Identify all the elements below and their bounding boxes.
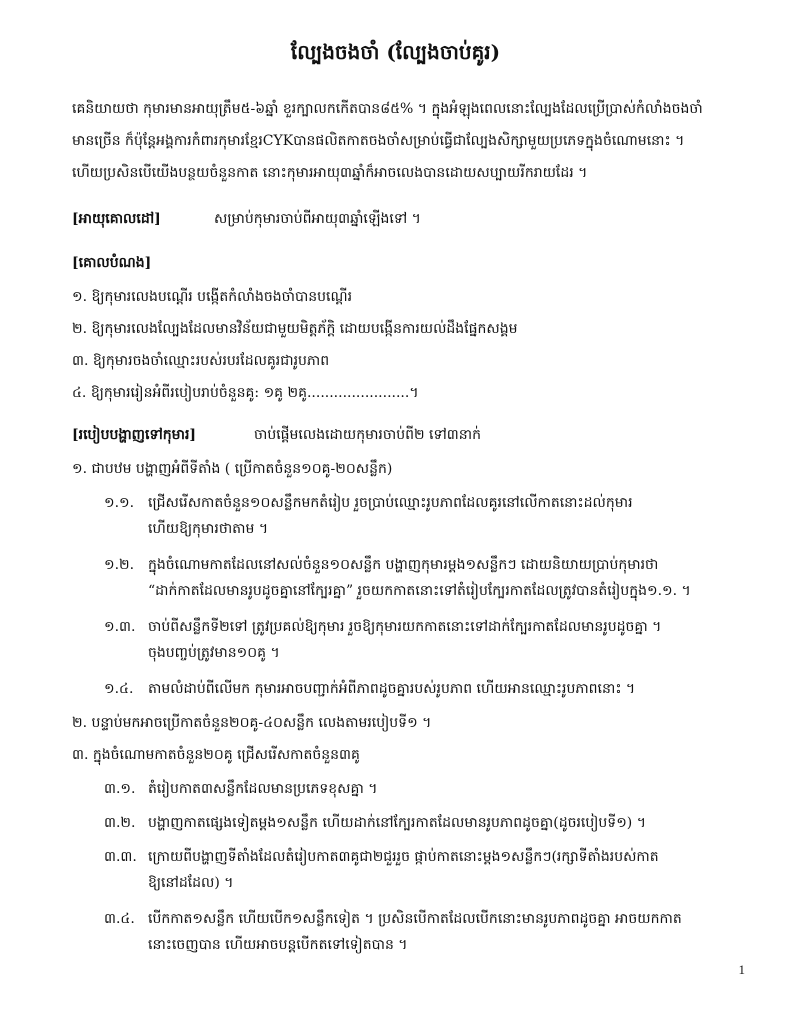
target-age-label: [អាយុគោលដៅ]: [72, 211, 161, 227]
objective-item: ៤. ឱ្យកុមាររៀនអំពីរបៀបរាប់ចំនួនគូ: ១គូ ២គូ.......................។: [72, 385, 419, 401]
method-text: ចាប់ផ្តើមលេងដោយកុមារចាប់ពី២ ទៅ៣នាក់: [254, 427, 481, 443]
substep-number: ១.២.: [104, 557, 135, 573]
intro-line-2: មានច្រើន ក៏ប៉ុន្តែអង្គការកំពារកុមារខ្មែរCYKបានផលិតកាតចងចាំសម្រាប់ធ្វើជាល្បែងសិក្សាមួយប្រភេទក្នុងចំណោមនោះ ។: [72, 133, 685, 149]
substep-number: ៣.១.: [104, 781, 136, 797]
substep-line: ហើយឱ្យកុមារថាតាម ។: [148, 521, 269, 537]
substep-number: ១.១.: [104, 495, 135, 511]
substep-number: ៣.២.: [104, 815, 136, 831]
substep-line: បង្ហាញកាតផ្សេងទៀតម្តង១សន្លឹក ហើយដាក់នៅក្បែរកាតដែលមានរូបភាពដូចគ្នា(ដូចរបៀបទី១) ។: [148, 815, 646, 831]
substep-line: ចាប់ពីសន្លឹកទី២ទៅ ត្រូវប្រគល់ឱ្យកុមារ រួចឱ្យកុមារយកកាតនោះទៅដាក់ក្បែរកាតដែលមានរូបដូចគ្នា ។: [148, 619, 662, 635]
intro-line-1: គេនិយាយថា កុមារមានអាយុត្រឹម៥-៦ឆ្នាំ ខួរក្បាលកកើតបាន៨៥% ។ ក្នុងអំឡុងពេលនោះល្បែងដែលប្រើប្រាស់កំលាំងចងចាំ: [72, 101, 703, 117]
objective-item: ៣. ឱ្យកុមារចងចាំឈ្មោះរបស់របរដែលគូរជារូបភាព: [72, 353, 330, 369]
intro-line-3: ហើយប្រសិនបើយើងបន្ថយចំនួនកាត នោះកុមារអាយុ៣ឆ្នាំក៏អាចលេងបានដោយសប្បាយរីករាយដែរ ។: [72, 165, 588, 181]
target-age-text: សម្រាប់កុមារចាប់ពីអាយុ៣ឆ្នាំឡើងទៅ ។: [214, 211, 421, 227]
page-title: ល្បែងចងចាំ (ល្បែងចាប់គូរ): [290, 40, 501, 64]
method-step-1: ១. ជាបឋម បង្ហាញអំពីទីតាំង ( ប្រើកាតចំនួន១០គូ-២០សន្លឹក): [72, 461, 393, 477]
substep-line: ជ្រើសរើសកាតចំនួន១០សន្លឹកមកតំរៀប រួចប្រាប់ឈ្មោះរូបភាពដែលគូរនៅលើកាតនោះដល់កុមារ: [148, 495, 633, 511]
substep-number: ៣.៣.: [104, 849, 137, 865]
objective-item: ១. ឱ្យកុមារលេងបណ្តើរ បង្កើតកំលាំងចងចាំបានបណ្តើរ: [72, 289, 353, 305]
substep-line: ឱ្យនៅដដែល) ។: [148, 875, 234, 891]
substep-line: តាមលំដាប់ពីលើមក កុមារអាចបញ្ជាក់អំពីភាពដូចគ្នារបស់រូបភាព ហើយអានឈ្មោះរូបភាពនោះ ។: [148, 681, 636, 697]
substep-line: ក្រោយពីបង្ហាញទីតាំងដែលតំរៀបកាត៣គូជា២ជួររួច ផ្កាប់កាតនោះម្តង១សន្លឹកៗ(រក្សាទីតាំងរបស់កាត: [148, 849, 659, 865]
substep-line: តំរៀបកាត៣សន្លឹកដែលមានប្រភេទខុសគ្នា ។: [148, 781, 378, 797]
page-number: 1: [738, 962, 745, 977]
substep-line: “ដាក់កាតដែលមានរូបដូចគ្នានៅក្បែរគ្នា” រួចយកកាតនោះទៅតំរៀបក្បែរកាតដែលត្រូវបានតំរៀបក្នុង១.១. ។: [148, 583, 691, 599]
substep-number: ១.៤.: [104, 681, 134, 697]
substep-number: ១.៣.: [104, 619, 136, 635]
objective-item: ២. ឱ្យកុមារលេងល្បែងដែលមានវិន័យជាមួយមិត្តភ័ក្តិ ដោយបង្កើនការយល់ដឹងផ្នែកសង្គម: [72, 321, 518, 337]
method-step-3: ៣. ក្នុងចំណោមកាតចំនួន២០គូ ជ្រើសរើសកាតចំនួន៣គូ: [72, 747, 360, 763]
method-label: [របៀបបង្ហាញទៅកុមារ]: [72, 427, 197, 443]
method-step-2: ២. បន្ទាប់មកអាចប្រើកាតចំនួន២០គូ-៤០សន្លឹក លេងតាមរបៀបទី១ ។: [72, 715, 432, 731]
substep-line: ក្នុងចំណោមកាតដែលនៅសល់ចំនួន១០សន្លឹក បង្ហាញកុមារម្តង១សន្លឹកៗ ដោយនិយាយប្រាប់កុមារថា: [148, 557, 659, 573]
substep-line: បើកកាត១សន្លឹក ហើយបើក១សន្លឹកទៀត ។ ប្រសិនបើកាតដែលបើកនោះមានរូបភាពដូចគ្នា អាចយកកាត: [148, 911, 682, 927]
objectives-label: [គោលបំណង]: [72, 255, 152, 271]
substep-line: ចុងបញ្ចប់ត្រូវមាន១០គូ ។: [148, 645, 280, 661]
substep-number: ៣.៤.: [104, 911, 135, 927]
substep-line: នោះចេញបាន ហើយអាចបន្តបើកតទៅទៀតបាន ។: [148, 937, 408, 953]
